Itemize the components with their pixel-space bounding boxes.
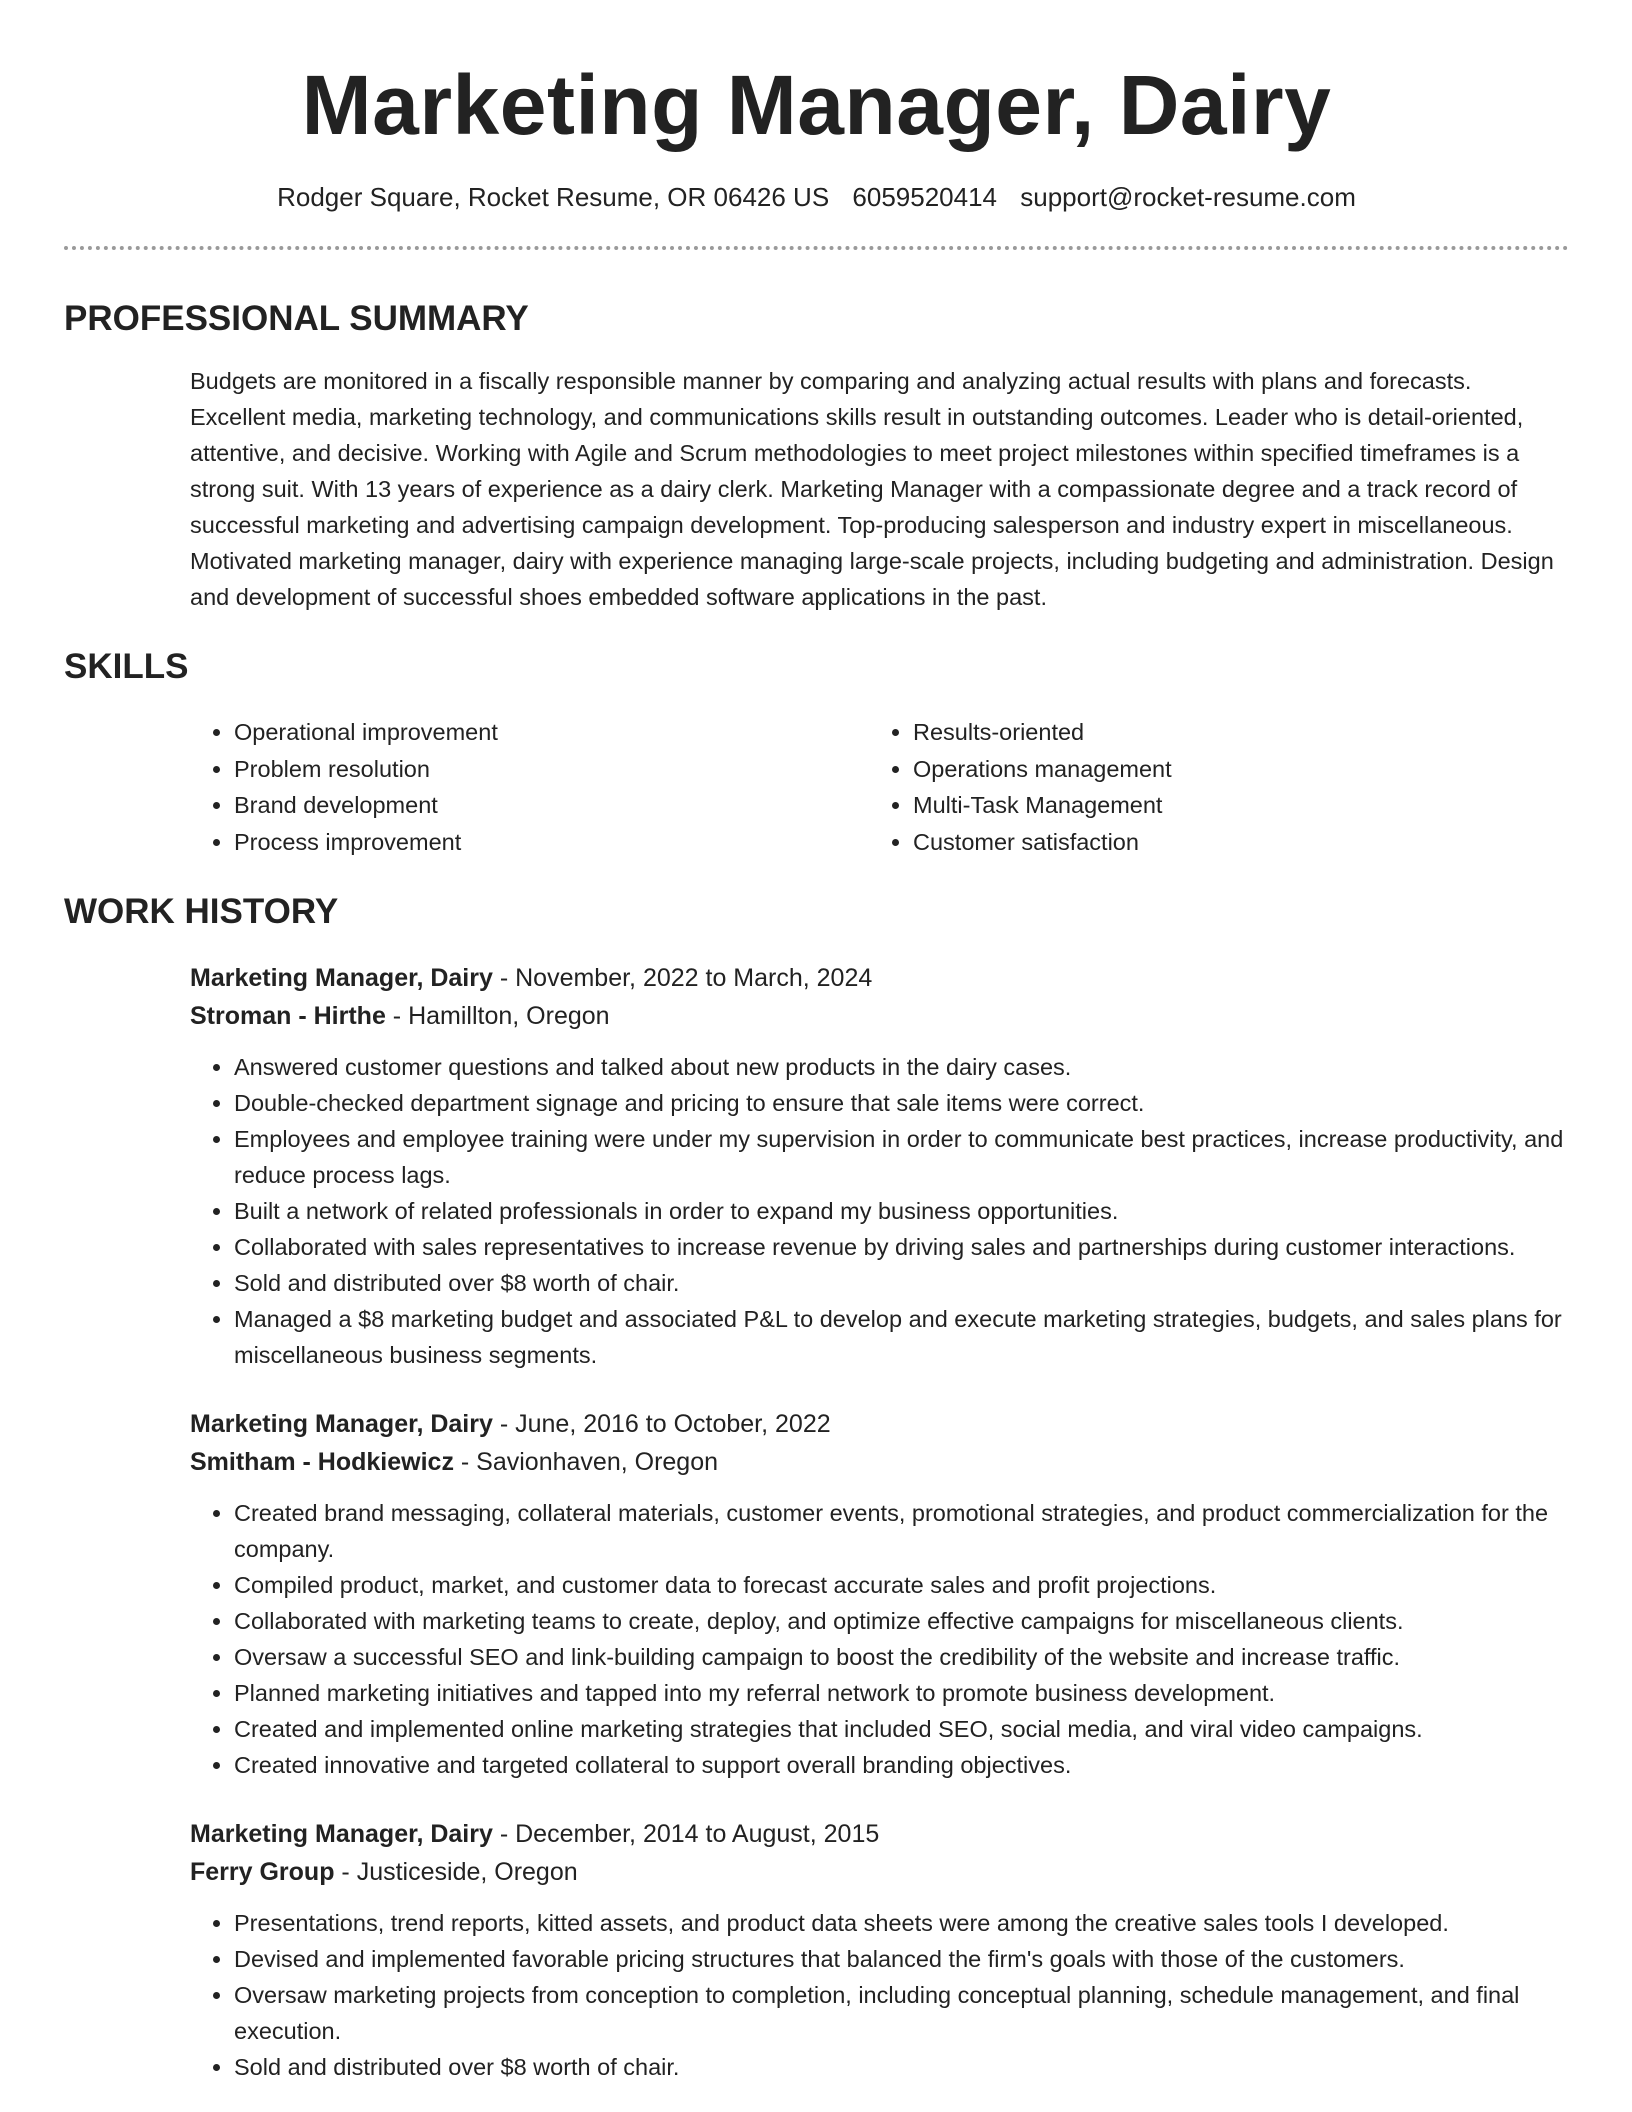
contact-address: Rodger Square, Rocket Resume, OR 06426 US: [277, 182, 830, 212]
skill-item: • Customer satisfaction: [913, 824, 1548, 861]
skill-item: • Results-oriented: [913, 714, 1548, 751]
job-bullets: [190, 1049, 1569, 1373]
job-bullet: • Double-checked department signage and pricing to ensure that sale items were correct.: [234, 1085, 1569, 1121]
job-bullet: • Managed a $8 marketing budget and associated P&L to develop and execute marketing strategies, budgets, and sales plans for miscellaneous business segments.: [234, 1301, 1569, 1373]
skill-item: • Multi-Task Management: [913, 787, 1548, 824]
job-bullet: • Employees and employee training were under my supervision in order to communicate best practices, increase productivity, and reduce process lags.: [234, 1121, 1569, 1193]
job-company: Ferry Group: [190, 1858, 335, 1886]
job-dates: - November, 2022 to March, 2024: [492, 964, 873, 992]
job-bullet: • Oversaw marketing projects from conception to completion, including conceptual planning, schedule management, and final execution.: [234, 1977, 1569, 2049]
job-bullet: • Sold and distributed over $8 worth of chair.: [234, 1265, 1569, 1301]
job-company-line: [190, 1443, 1569, 1481]
job-bullet: • Devised and implemented favorable pricing structures that balanced the firm's goals with those of the customers.: [234, 1941, 1569, 1977]
contact-line: [64, 184, 1569, 210]
job-bullet: • Created and implemented online marketing strategies that included SEO, social media, and viral video campaigns.: [234, 1711, 1569, 1747]
job-dates: - December, 2014 to August, 2015: [492, 1820, 880, 1848]
job-bullet: • Built a network of related professionals in order to expand my business opportunities.: [234, 1193, 1569, 1229]
header-divider: [64, 246, 1569, 250]
skills-column-right: [869, 714, 1548, 860]
job-title: Marketing Manager, Dairy: [190, 1410, 493, 1438]
job-bullet: • Collaborated with sales representatives to increase revenue by driving sales and partnerships during customer interactions.: [234, 1229, 1569, 1265]
contact-email: support@rocket-resume.com: [1020, 182, 1356, 212]
job-bullet: • Created innovative and targeted collateral to support overall branding objectives.: [234, 1747, 1569, 1783]
job-location: - Justiceside, Oregon: [334, 1858, 578, 1886]
summary-text: Budgets are monitored in a fiscally responsible manner by comparing and analyzing actual results with plans and forecasts. Excellent media, marketing technology, and communications skills result in outstanding outcomes. Leader who is detail-oriented, attentive, and decisive. Working with Agile and Scrum methodologies to meet project milestones within specified timeframes is a strong suit. With 13 years of experience as a dairy clerk. Marketing Manager with a compassionate degree and a track record of successful marketing and advertising campaign development. Top-producing salesperson and industry expert in miscellaneous. Motivated marketing manager, dairy with experience managing large-scale projects, including budgeting and administration. Design and development of successful shoes embedded software applications in the past.: [190, 368, 1554, 610]
skill-item: • Brand development: [234, 787, 869, 824]
job-dates: - June, 2016 to October, 2022: [492, 1410, 831, 1438]
contact-phone: 6059520414: [852, 182, 998, 212]
job-entry: [190, 1815, 1569, 2085]
job-entry: [190, 1405, 1569, 1783]
job-bullet: • Created brand messaging, collateral materials, customer events, promotional strategies, and product commercialization for the company.: [234, 1495, 1569, 1567]
job-bullets: [190, 1905, 1569, 2085]
job-location: - Hamillton, Oregon: [385, 1002, 610, 1030]
job-bullet: • Answered customer questions and talked about new products in the dairy cases.: [234, 1049, 1569, 1085]
skill-item: • Operations management: [913, 751, 1548, 788]
job-bullet: • Planned marketing initiatives and tapped into my referral network to promote business development.: [234, 1675, 1569, 1711]
job-title-line: [190, 1405, 1569, 1443]
skill-item: • Operational improvement: [234, 714, 869, 751]
skills-column-left: [190, 714, 869, 860]
skill-item: • Process improvement: [234, 824, 869, 861]
section-title-summary: PROFESSIONAL SUMMARY: [64, 299, 529, 338]
job-bullets: [190, 1495, 1569, 1783]
job-title: Marketing Manager, Dairy: [190, 964, 493, 992]
job-company: Smitham - Hodkiewicz: [190, 1448, 454, 1476]
section-title-skills: SKILLS: [64, 647, 189, 686]
section-title-work-history: WORK HISTORY: [64, 892, 339, 931]
job-title-line: [190, 1815, 1569, 1853]
resume-name: Marketing Manager, Dairy: [301, 58, 1332, 152]
job-title: Marketing Manager, Dairy: [190, 1820, 493, 1848]
job-bullet: • Compiled product, market, and customer data to forecast accurate sales and profit projections.: [234, 1567, 1569, 1603]
job-bullet: • Collaborated with marketing teams to create, deploy, and optimize effective campaigns for miscellaneous clients.: [234, 1603, 1569, 1639]
skill-item: • Problem resolution: [234, 751, 869, 788]
job-company-line: [190, 1853, 1569, 1891]
skills-list: [190, 714, 1569, 860]
job-company-line: [190, 997, 1569, 1035]
job-bullet: • Presentations, trend reports, kitted assets, and product data sheets were among the creative sales tools I developed.: [234, 1905, 1569, 1941]
resume-page: [64, 0, 1569, 2085]
job-bullet: • Oversaw a successful SEO and link-building campaign to boost the credibility of the website and increase traffic.: [234, 1639, 1569, 1675]
job-entry: [190, 959, 1569, 1373]
job-bullet: • Sold and distributed over $8 worth of chair.: [234, 2049, 1569, 2085]
job-location: - Savionhaven, Oregon: [453, 1448, 719, 1476]
job-company: Stroman - Hirthe: [190, 1002, 386, 1030]
job-title-line: [190, 959, 1569, 997]
